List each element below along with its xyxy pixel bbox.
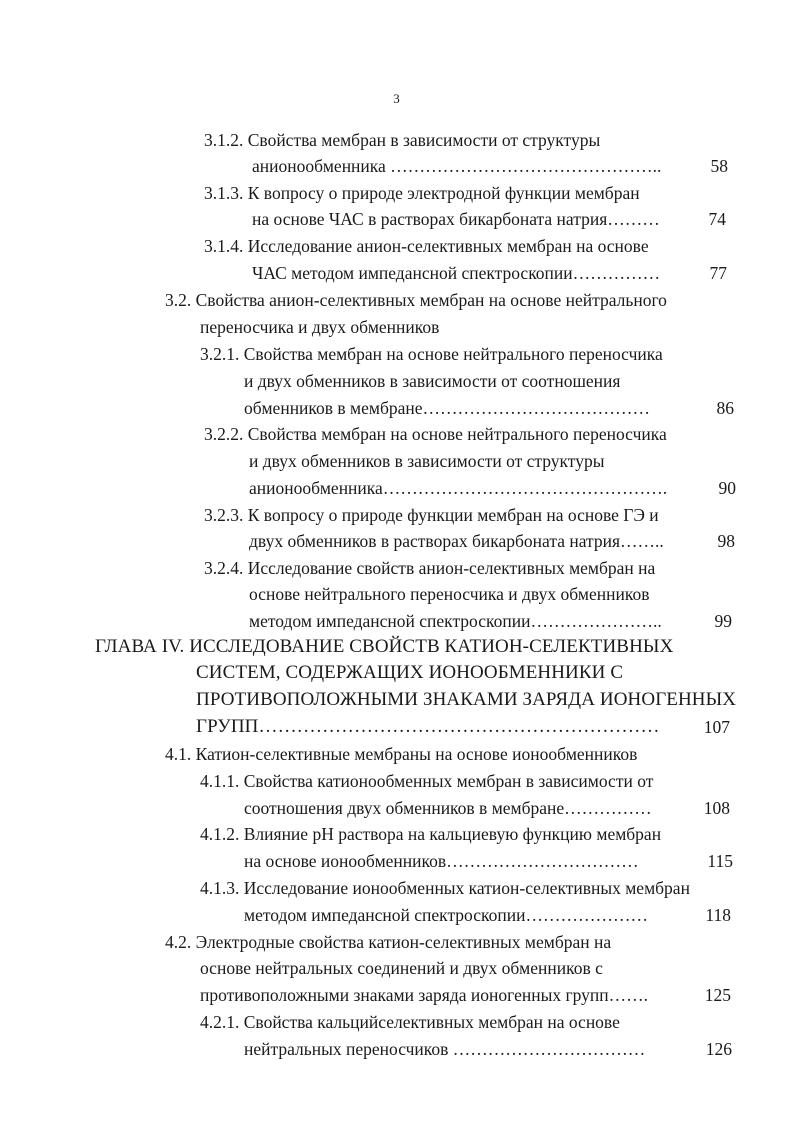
toc-line: 3.2. Свойства анион-селективных мембран на основе нейтрального (165, 290, 667, 310)
chapter-heading: ГЛАВА IV. ИССЛЕДОВАНИЕ СВОЙСТВ КАТИОН-СЕЛЕКТИВНЫХ (95, 636, 674, 657)
toc-line: 3.2.4. Исследование свойств анион-селективных мембран на (204, 558, 656, 578)
toc-line: 4.2.1. Свойства кальцийселективных мембран на основе (200, 1012, 620, 1032)
toc-page-number: 98 (717, 531, 735, 551)
toc-line: и двух обменников в зависимости от структуры (249, 451, 605, 471)
toc-line: 3.1.4. Исследование анион-селективных мембран на основе (204, 236, 649, 256)
toc-page-number: 108 (703, 798, 730, 818)
toc-line: анионообменника ……………………………………….. (252, 156, 662, 176)
toc-line: обменников в мембране………………………………… (244, 398, 651, 418)
toc-line: основе нейтральных соединений и двух обменников с (200, 958, 603, 978)
toc-line: анионообменника…………………………………………. (249, 478, 668, 498)
toc-line: на основе ЧАС в растворах бикарбоната натрия……… (252, 209, 660, 229)
toc-line: 3.1.3. К вопросу о природе электродной функции мембран (204, 183, 640, 203)
toc-page-number: 77 (709, 263, 727, 283)
toc-line: 4.1. Катион-селективные мембраны на основе ионообменников (165, 744, 638, 764)
toc-line: 4.1.1. Свойства катионообменных мембран в зависимости от (200, 771, 654, 791)
toc-page-number: 74 (708, 209, 726, 229)
toc-line: и двух обменников в зависимости от соотношения (244, 371, 621, 391)
toc-line: основе нейтрального переносчика и двух обменников (249, 584, 650, 604)
toc-line: 3.1.2. Свойства мембран в зависимости от структуры (204, 130, 601, 150)
toc-line: противоположными знаками заряда ионогенных групп……. (200, 985, 649, 1005)
toc-page-number: 126 (705, 1039, 732, 1059)
toc-page-number: 125 (704, 985, 731, 1005)
toc-line: методом импедансной спектроскопии………………….. (249, 611, 662, 631)
toc-page-number: 118 (705, 905, 731, 925)
toc-line: 3.2.3. К вопросу о природе функции мембран на основе ГЭ и (204, 505, 659, 525)
toc-line: двух обменников в растворах бикарбоната натрия…….. (249, 531, 664, 551)
toc-page-number: 99 (714, 611, 732, 631)
toc-line: соотношения двух обменников в мембране…………… (244, 798, 652, 818)
toc-page-number: 90 (718, 478, 736, 498)
page-number: 3 (393, 91, 400, 106)
toc-page-number: 86 (716, 398, 734, 418)
chapter-heading: СИСТЕМ, СОДЕРЖАЩИХ ИОНООБМЕННИКИ С (196, 662, 624, 683)
toc-line: 4.1.2. Влияние pH раствора на кальциевую функцию мембран (200, 824, 662, 844)
toc-page-number: 107 (703, 717, 730, 737)
chapter-heading: ГРУПП……………………………………………………… (196, 716, 660, 737)
toc-line: методом импедансной спектроскопии………………… (244, 905, 648, 925)
toc-page-number: 58 (710, 156, 728, 176)
toc-line: на основе ионообменников…………………………… (244, 851, 639, 871)
toc-line: нейтральных переносчиков …………………………… (244, 1039, 646, 1059)
toc-line: 4.2. Электродные свойства катион-селективных мембран на (165, 932, 612, 952)
toc-page-number: 115 (707, 851, 733, 871)
toc-line: 3.2.2. Свойства мембран на основе нейтрального переносчика (204, 424, 667, 444)
chapter-heading: ПРОТИВОПОЛОЖНЫМИ ЗНАКАМИ ЗАРЯДА ИОНОГЕННЫХ (196, 689, 737, 710)
toc-line: 3.2.1. Свойства мембран на основе нейтрального переносчика (200, 344, 663, 364)
toc-line: переносчика и двух обменников (200, 317, 440, 337)
toc-line: ЧАС методом импедансной спектроскопии…………… (252, 263, 661, 283)
toc-line: 4.1.3. Исследование ионообменных катион-селективных мембран (200, 878, 690, 898)
